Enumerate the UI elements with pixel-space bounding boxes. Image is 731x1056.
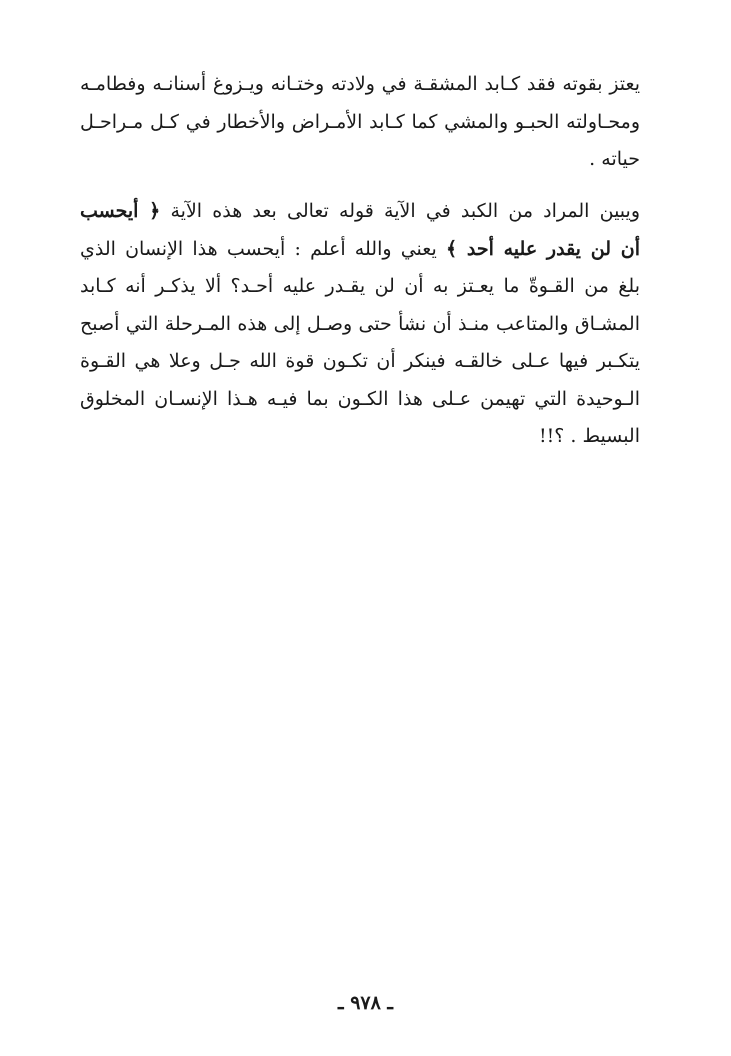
text-line: [80, 193, 640, 231]
paragraph-2: [80, 193, 640, 456]
text-line: الـوحيدة التي تهيمن عـلى هذا الكـون بما فيـه هـذا الإنسـان المخلوق: [80, 387, 640, 410]
text-line: المشـاق والمتاعب منـذ أن نشأ حتى وصـل إلى هذه المـرحلة التي أصبح: [80, 312, 640, 335]
text-line: البسيط . ؟!!: [539, 425, 640, 447]
quran-verse-explanation: يعني والله أعلم : أيحسب هذا الإنسان الذي: [80, 237, 437, 260]
text-line: حياته .: [589, 148, 640, 170]
text-line: ومحـاولته الحبـو والمشي كما كـابد الأمـراض والأخطار في كـل مـراحـل: [80, 110, 640, 133]
text-line: بلغ من القـوةّ ما يعـتز به أن لن يقـدر عليه أحـد؟ ألا يذكـر أنه كـابد: [80, 275, 640, 297]
quran-verse-start: ويبين المراد من الكبد في الآية قوله تعالى بعد هذه الآية: [170, 200, 641, 222]
text-line: يتكـبر فيها عـلى خالقـه فينكر أن تكـون قوة الله جـل وعلا هي القـوة: [80, 350, 640, 372]
text-line: يعتز بقوته فقد كـابد المشقـة في ولادته وختـانه ويـزوغ أسنانـه وفطامـه: [80, 73, 640, 95]
text-line: [80, 231, 640, 269]
quran-verse-bold: أن لن يقدر عليه أحد ﴾: [445, 237, 640, 260]
paragraph-1: [80, 66, 640, 179]
quran-verse-bold: ﴿ أيحسب: [80, 200, 161, 222]
page-number: ـ ٩٧٨ ـ: [338, 992, 393, 1014]
